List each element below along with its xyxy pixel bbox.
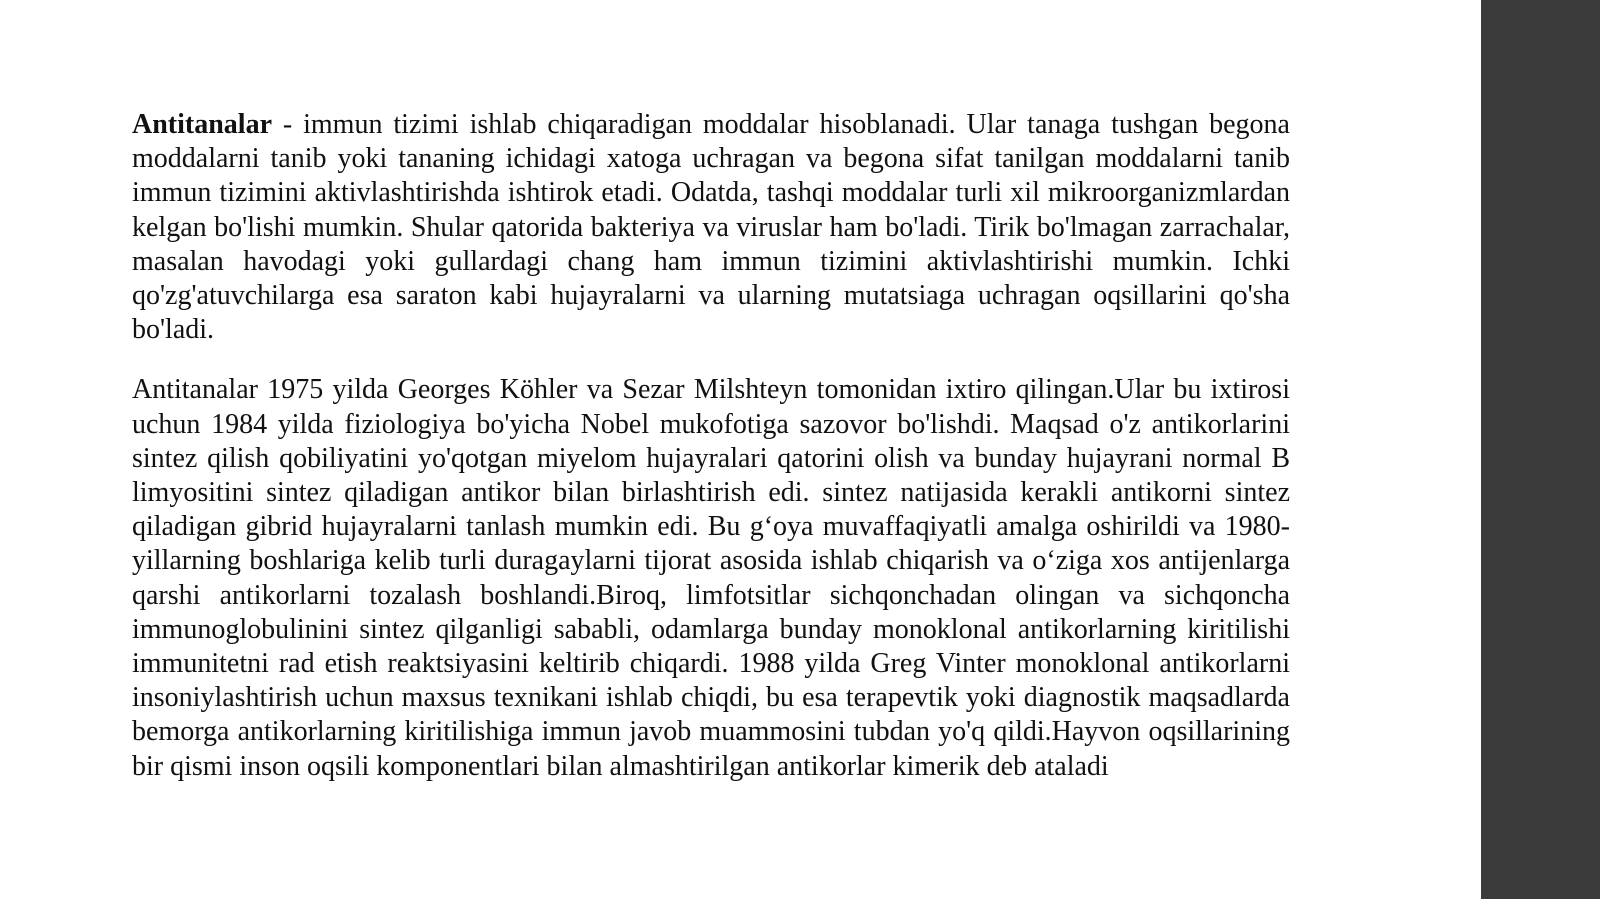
term-antitanalar: Antitanalar bbox=[132, 109, 272, 140]
side-bar bbox=[1481, 0, 1600, 899]
paragraph-1-text: - immun tizimi ishlab chiqaradigan moddalar hisoblanadi. Ular tanaga tushgan begona moddalarni tanib yoki tananing ichidagi xatoga uchragan va begona sifat tanilgan moddalarni tanib immun tizimini aktivlashtirishda ishtirok etadi. Odatda, tashqi moddalar turli xil mikroorganizmlardan kelgan bo'lishi mumkin. Shular qatorida bakteriya va viruslar ham bo'ladi. Tirik bo'lmagan zarrachalar, masalan havodagi yoki gullardagi chang ham immun tizimini aktivlashtirishi mumkin. Ichki qo'zg'atuvchilarga esa saraton kabi hujayralarni va ularning mutatsiaga uchragan oqsillarini qo'sha bo'ladi. bbox=[132, 109, 1290, 346]
paragraph-antitanalar-definition bbox=[132, 108, 1290, 347]
slide-content bbox=[132, 108, 1290, 784]
paragraph-antitanalar-history: Antitanalar 1975 yilda Georges Köhler va Sezar Milshteyn tomonidan ixtiro qilingan.Ular bu ixtirosi uchun 1984 yilda fiziologiya bo'yicha Nobel mukofotiga sazovor bo'lishdi. Maqsad o'z antikorlarini sintez qilish qobiliyatini yo'qotgan miyelom hujayralari qatorini olish va bunday hujayrani normal B limyositini sintez qiladigan antikor bilan birlashtirish edi. sintez natijasida kerakli antikorni sintez qiladigan gibrid hujayralarni tanlash mumkin edi. Bu g‘oya muvaffaqiyatli amalga oshirildi va 1980-yillarning boshlariga kelib turli duragaylarni tijorat asosida ishlab chiqarish va o‘ziga xos antijenlarga qarshi antikorlarni tozalash boshlandi.Biroq, limfotsitlar sichqonchadan olingan va sichqoncha immunoglobulinini sintez qilganligi sababli, odamlarga bunday monoklonal antikorlarning kiritilishi immunitetni rad etish reaktsiyasini keltirib chiqardi. 1988 yilda Greg Vinter monoklonal antikorlarni insoniylashtirish uchun maxsus texnikani ishlab chiqdi, bu esa terapevtik yoki diagnostik maqsadlarda bemorga antikorlarning kiritilishiga immun javob muammosini tubdan yo'q qildi.Hayvon oqsillarining bir qismi inson oqsili komponentlari bilan almashtirilgan antikorlar kimerik deb ataladi bbox=[132, 374, 1290, 782]
